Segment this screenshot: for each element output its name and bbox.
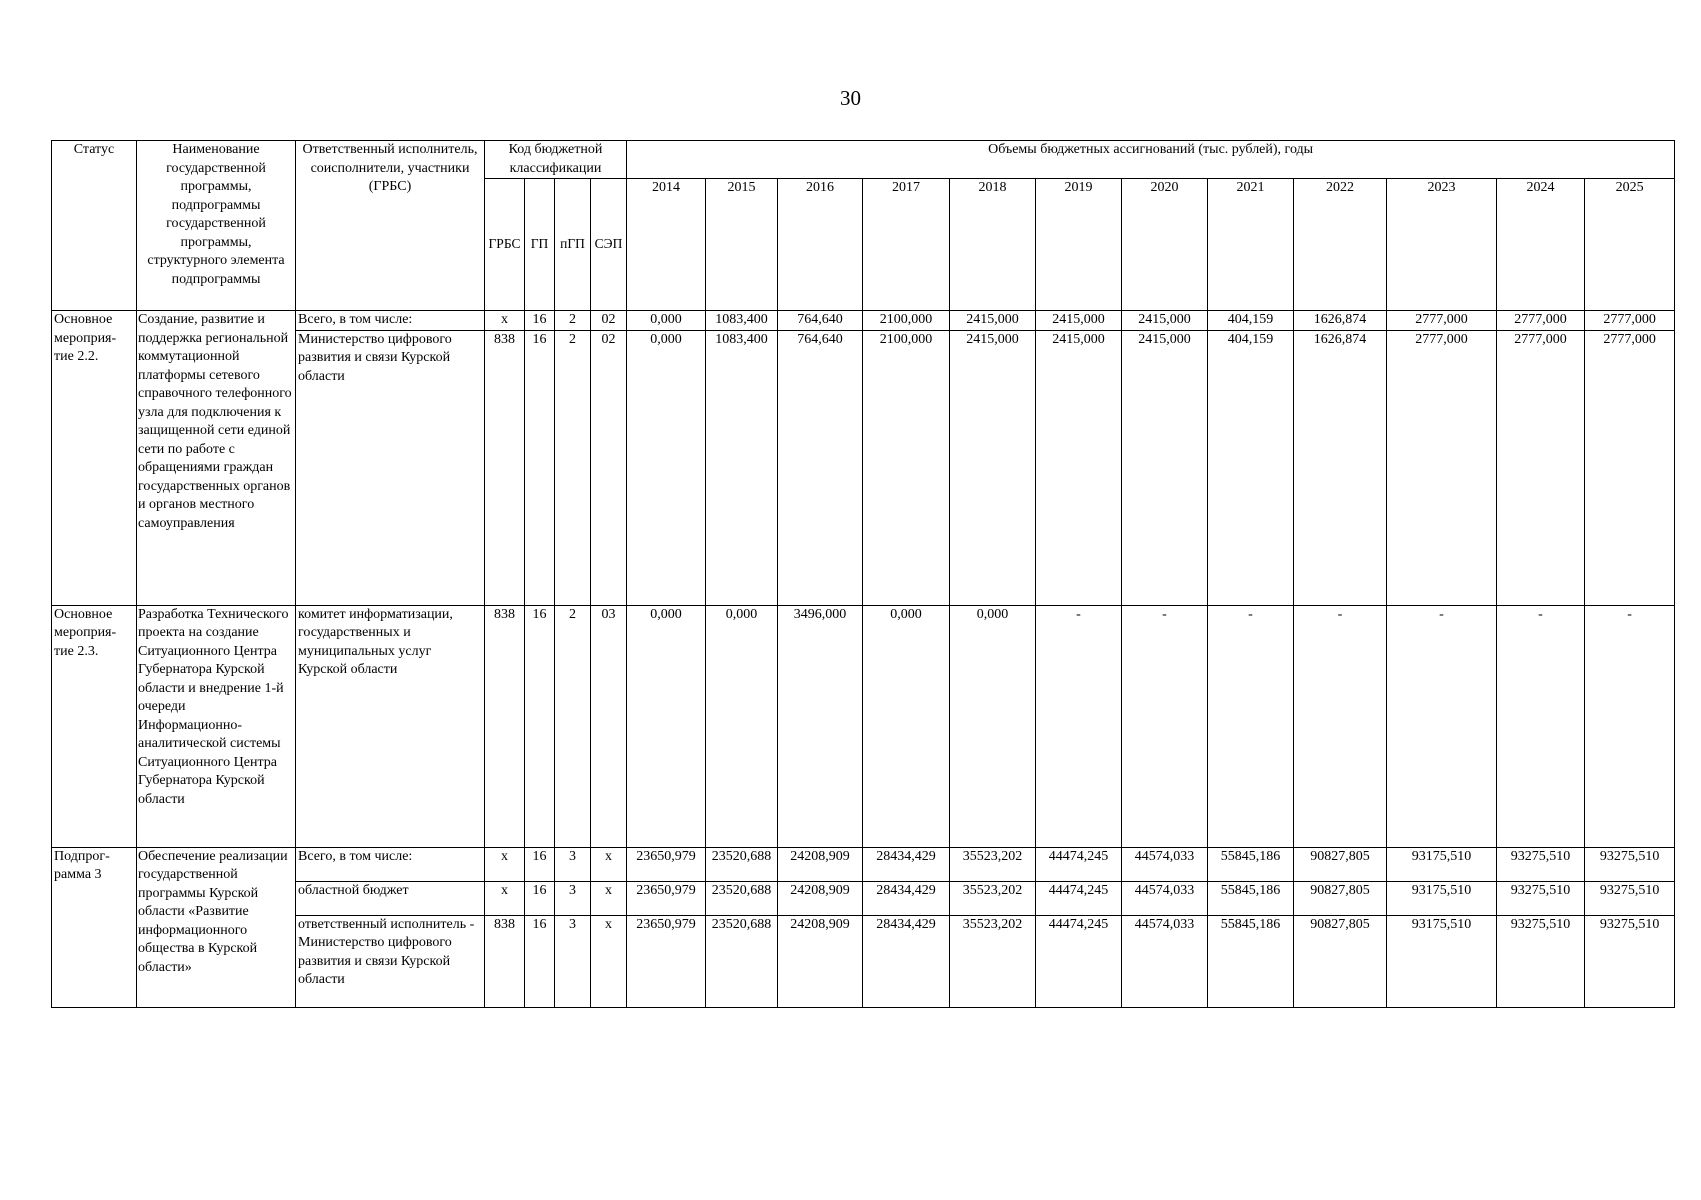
code-cell: 2 [555,330,591,605]
name-cell: Создание, развитие и поддержка региональной коммутационной платформы сетевого справочного телефонного узла для подключения к защищенной сети единой сети по работе с обращениями граждан государственных органов и органов местного самоуправления [137,311,296,606]
page-number: 30 [840,86,861,110]
value-cell: - [1208,605,1294,847]
value-cell: - [1122,605,1208,847]
value-cell: 24208,909 [778,847,863,881]
code-cell: х [591,847,627,881]
value-cell: 0,000 [627,311,706,331]
value-cell: 2415,000 [1036,311,1122,331]
value-cell: 2777,000 [1497,311,1585,331]
value-cell: 2777,000 [1387,330,1497,605]
value-cell: 93275,510 [1585,881,1675,915]
code-cell: 3 [555,881,591,915]
executor-cell: Всего, в том числе: [296,311,485,331]
code-cell: 838 [485,605,525,847]
table-row [52,330,1675,605]
code-cell: 16 [525,881,555,915]
value-cell: 23650,979 [627,881,706,915]
header-year-2022: 2022 [1294,179,1387,311]
value-cell: - [1585,605,1675,847]
name-cell: Разработка Технического проекта на создание Ситуационного Центра Губернатора Курской области и внедрение 1-й очереди Информационно-аналитической системы Ситуационного Центра Губернатора Курской области [137,605,296,847]
code-cell: х [485,847,525,881]
value-cell: 2100,000 [863,311,950,331]
value-cell: 2100,000 [863,330,950,605]
value-cell: - [1497,605,1585,847]
value-cell: 764,640 [778,311,863,331]
value-cell: 0,000 [627,330,706,605]
value-cell: 93275,510 [1585,915,1675,1007]
value-cell: - [1294,605,1387,847]
value-cell: 2415,000 [1122,311,1208,331]
header-status: Статус [52,141,137,311]
value-cell: 2415,000 [1036,330,1122,605]
value-cell: 24208,909 [778,881,863,915]
value-cell: 23520,688 [706,915,778,1007]
budget-table [51,140,1675,1008]
header-code-group: Код бюджетной классификации [485,141,627,179]
table-row [52,881,1675,915]
value-cell: 2777,000 [1497,330,1585,605]
header-year-2014: 2014 [627,179,706,311]
table-row [52,605,1675,847]
value-cell: - [1036,605,1122,847]
code-cell: 16 [525,915,555,1007]
value-cell: 90827,805 [1294,881,1387,915]
value-cell: 93275,510 [1497,881,1585,915]
executor-cell: ответственный исполнитель - Министерство цифрового развития и связи Курской области [296,915,485,1007]
header-executor: Ответственный исполнитель, соисполнители, участники (ГРБС) [296,141,485,311]
value-cell: 90827,805 [1294,915,1387,1007]
header-year-2016: 2016 [778,179,863,311]
value-cell: 404,159 [1208,330,1294,605]
header-code-1: ГП [525,179,555,311]
value-cell: 0,000 [627,605,706,847]
header-year-2024: 2024 [1497,179,1585,311]
value-cell: 28434,429 [863,915,950,1007]
value-cell: 2777,000 [1585,330,1675,605]
value-cell: 1083,400 [706,330,778,605]
value-cell: 35523,202 [950,915,1036,1007]
code-cell: 838 [485,330,525,605]
value-cell: 44474,245 [1036,915,1122,1007]
code-cell: 2 [555,605,591,847]
value-cell: 55845,186 [1208,847,1294,881]
value-cell: 3496,000 [778,605,863,847]
status-cell: Основное мероприя-тие 2.3. [52,605,137,847]
name-cell: Обеспечение реализации государственной программы Курской области «Развитие информационного общества в Курской области» [137,847,296,1007]
code-cell: 16 [525,847,555,881]
code-cell: 03 [591,605,627,847]
value-cell: 0,000 [863,605,950,847]
header-volumes-group: Объемы бюджетных ассигнований (тыс. рублей), годы [627,141,1675,179]
value-cell: 55845,186 [1208,881,1294,915]
code-cell: 3 [555,915,591,1007]
value-cell: 24208,909 [778,915,863,1007]
code-cell: 02 [591,330,627,605]
code-cell: х [591,915,627,1007]
value-cell: 44474,245 [1036,881,1122,915]
executor-cell: Всего, в том числе: [296,847,485,881]
header-year-2025: 2025 [1585,179,1675,311]
value-cell: 764,640 [778,330,863,605]
code-cell: х [485,311,525,331]
value-cell: 28434,429 [863,847,950,881]
value-cell: 44574,033 [1122,881,1208,915]
value-cell: 23520,688 [706,881,778,915]
header-code-2: пГП [555,179,591,311]
code-cell: 3 [555,847,591,881]
header-row-1 [52,141,1675,179]
value-cell: 44574,033 [1122,915,1208,1007]
code-cell: 16 [525,311,555,331]
value-cell: 93175,510 [1387,847,1497,881]
table-row [52,311,1675,331]
table-row [52,915,1675,1007]
header-year-2020: 2020 [1122,179,1208,311]
value-cell: 2415,000 [950,311,1036,331]
value-cell: 44574,033 [1122,847,1208,881]
value-cell: 2777,000 [1387,311,1497,331]
table-row [52,847,1675,881]
header-year-2019: 2019 [1036,179,1122,311]
value-cell: 2415,000 [950,330,1036,605]
code-cell: 2 [555,311,591,331]
value-cell: 28434,429 [863,881,950,915]
executor-cell: комитет информатизации, государственных и муниципальных услуг Курской области [296,605,485,847]
value-cell: 0,000 [706,605,778,847]
header-year-2021: 2021 [1208,179,1294,311]
value-cell: 93175,510 [1387,881,1497,915]
value-cell: 1083,400 [706,311,778,331]
value-cell: 93275,510 [1585,847,1675,881]
header-year-2018: 2018 [950,179,1036,311]
value-cell: 35523,202 [950,847,1036,881]
value-cell: 93175,510 [1387,915,1497,1007]
header-year-2023: 2023 [1387,179,1497,311]
header-year-2017: 2017 [863,179,950,311]
value-cell: 93275,510 [1497,915,1585,1007]
header-code-3: СЭП [591,179,627,311]
value-cell: 23650,979 [627,915,706,1007]
executor-cell: Министерство цифрового развития и связи Курской области [296,330,485,605]
status-cell: Подпрог-рамма 3 [52,847,137,1007]
value-cell: 55845,186 [1208,915,1294,1007]
value-cell: 2415,000 [1122,330,1208,605]
code-cell: 16 [525,605,555,847]
value-cell: 1626,874 [1294,330,1387,605]
status-cell: Основное мероприя-тие 2.2. [52,311,137,606]
value-cell: 23650,979 [627,847,706,881]
header-code-0: ГРБС [485,179,525,311]
executor-cell: областной бюджет [296,881,485,915]
value-cell: 23520,688 [706,847,778,881]
value-cell: 93275,510 [1497,847,1585,881]
value-cell: 44474,245 [1036,847,1122,881]
value-cell: 35523,202 [950,881,1036,915]
code-cell: 16 [525,330,555,605]
code-cell: х [485,881,525,915]
code-cell: х [591,881,627,915]
code-cell: 838 [485,915,525,1007]
value-cell: 0,000 [950,605,1036,847]
value-cell: 90827,805 [1294,847,1387,881]
code-cell: 02 [591,311,627,331]
value-cell: 404,159 [1208,311,1294,331]
header-year-2015: 2015 [706,179,778,311]
value-cell: - [1387,605,1497,847]
header-name: Наименование государственной программы, подпрограммы государственной программы, структурного элемента подпрограммы [137,141,296,311]
value-cell: 1626,874 [1294,311,1387,331]
value-cell: 2777,000 [1585,311,1675,331]
